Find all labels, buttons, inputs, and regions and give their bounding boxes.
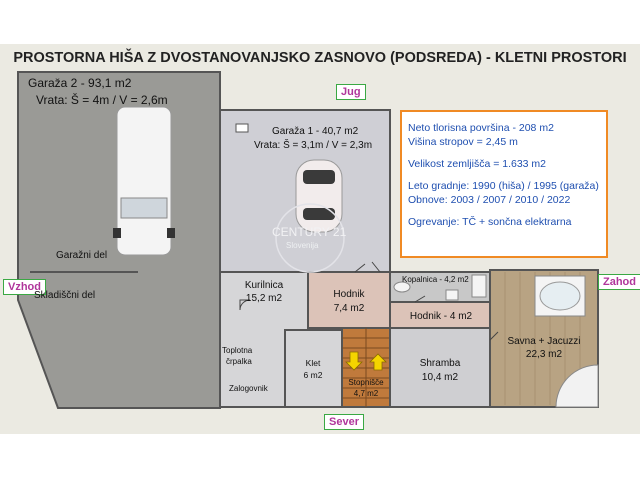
watermark-brand: CENTURY 21 (272, 225, 347, 239)
pantry-name: Shramba (419, 358, 461, 369)
info-heating: Ogrevanje: TČ + sončna elektrarna (408, 216, 572, 228)
info-ceiling: Višina stropov = 2,45 m (408, 136, 518, 148)
info-net-area: Neto tlorisna površina - 208 m2 (408, 122, 554, 134)
info-built: Leto gradnje: 1990 (hiša) / 1995 (garaža) (408, 180, 599, 192)
compass-west: Zahod (598, 274, 640, 290)
hall-1-area: 7,4 m2 (333, 303, 365, 314)
heat-pump-line2: črpalka (226, 357, 252, 366)
info-box (400, 110, 608, 258)
heat-pump-line1: Toplotna (222, 346, 253, 355)
garage-1-door: Vrata: Š = 3,1m / V = 2,3m (254, 140, 373, 151)
car-icon (296, 160, 342, 232)
watermark-sub: Slovenija (286, 241, 319, 250)
storage-part-label: Skladiščni del (34, 290, 96, 301)
sink-icon (446, 290, 458, 300)
compass-south: Jug (336, 84, 366, 100)
pantry-area: 10,4 m2 (421, 372, 459, 383)
cellar-area: 6 m2 (303, 370, 323, 380)
stairs-area: 4,7 m2 (353, 389, 379, 398)
bathroom-label: Kopalnica - 4,2 m2 (402, 275, 469, 284)
shower-tray-icon (472, 275, 486, 297)
compass-north: Sever (324, 414, 364, 430)
stairs-name: Stopnišče (348, 378, 384, 387)
sauna-area: 22,3 m2 (525, 349, 563, 360)
boiler-room-name: Kurilnica (244, 280, 284, 291)
outlet-icon (236, 124, 248, 132)
sauna-name: Savna + Jacuzzi (507, 336, 581, 347)
garage-1-name: Garaža 1 - 40,7 m2 (272, 126, 359, 137)
compass-east: Vzhod (3, 279, 46, 295)
garage-2-name: Garaža 2 - 93,1 m2 (28, 76, 132, 90)
jacuzzi-tub (540, 282, 580, 310)
van-icon (113, 107, 175, 255)
hall-2-label: Hodnik - 4 m2 (409, 311, 473, 322)
info-renovated: Obnove: 2003 / 2007 / 2010 / 2022 (408, 194, 571, 206)
hall-1-name: Hodnik (333, 289, 365, 300)
garage-part-label: Garažni del (56, 250, 108, 261)
reservoir-label: Zalogovnik (229, 384, 268, 393)
page-title: PROSTORNA HIŠA Z DVOSTANOVANJSKO ZASNOVO (PODSREDA) - KLETNI PROSTORI (13, 50, 627, 66)
boiler-room-area: 15,2 m2 (245, 293, 283, 304)
cellar-name: Klet (305, 358, 321, 368)
garage-2-door: Vrata: Š = 4m / V = 2,6m (36, 93, 168, 107)
info-plot: Velikost zemljišča = 1.633 m2 (408, 158, 547, 170)
